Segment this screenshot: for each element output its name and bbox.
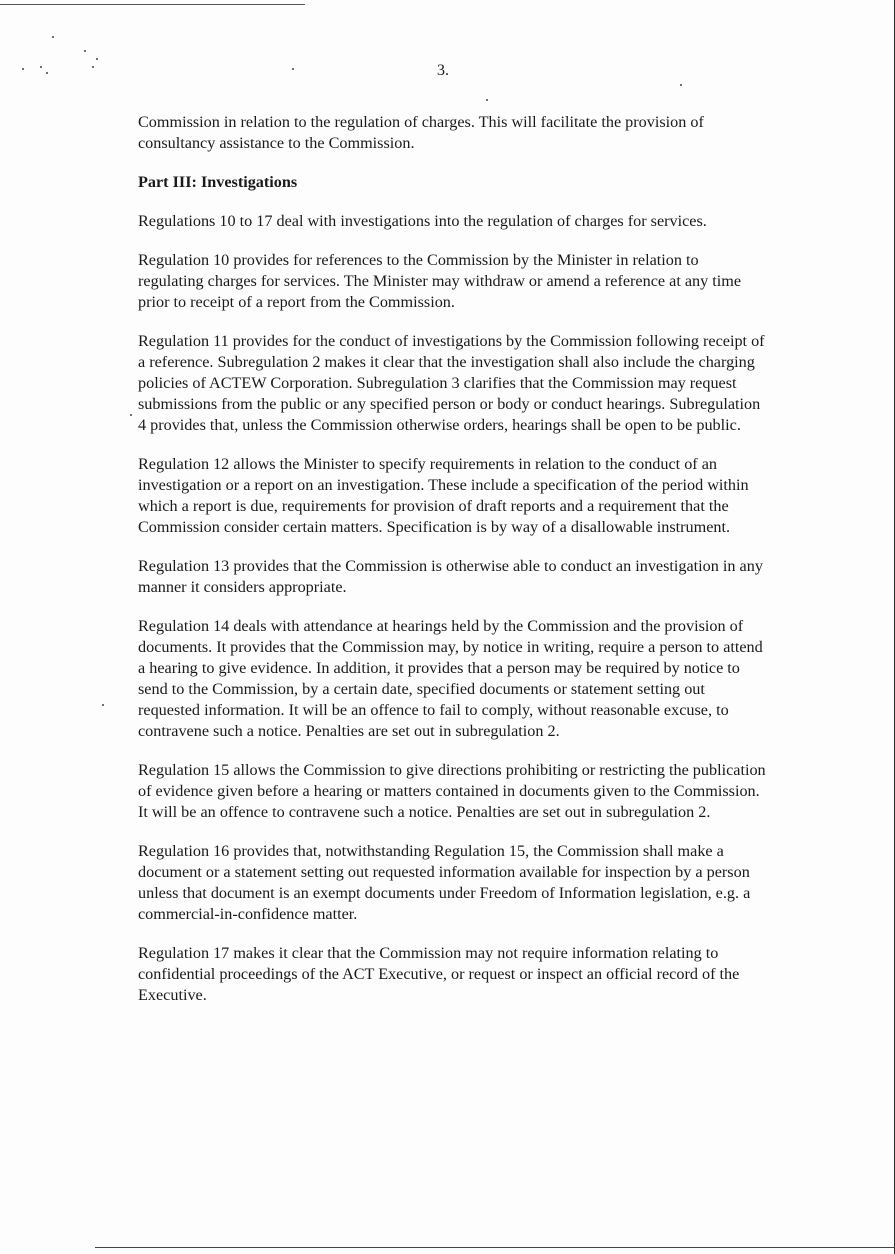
scan-edge-line	[95, 1247, 895, 1248]
scan-speck	[84, 50, 86, 52]
paragraph-regulation-10: Regulation 10 provides for references to the Commission by the Minister in relation to regulating charges for services. The Minister may withdraw or amend a reference at any time prior to receipt of a report from the Commission.	[138, 251, 742, 311]
scan-speck	[46, 72, 48, 74]
paragraph-regulations-overview: Regulations 10 to 17 deal with investigations into the regulation of charges for services.	[138, 212, 707, 230]
scan-speck	[52, 36, 54, 38]
scan-edge-line	[0, 4, 305, 5]
scan-speck	[130, 414, 132, 416]
paragraph-regulation-15: Regulation 15 allows the Commission to give directions prohibiting or restricting the publication of evidence given before a hearing or matters contained in documents given to the Commission. It will be an offence to contravene such a notice. Penalties are set out in subregulation 2.	[138, 761, 766, 821]
scan-speck	[292, 68, 294, 70]
paragraph-regulation-13: Regulation 13 provides that the Commission is otherwise able to conduct an investigation in any manner it considers appropriate.	[138, 557, 763, 596]
paragraph-regulation-11: Regulation 11 provides for the conduct of investigations by the Commission following receipt of a reference. Subregulation 2 makes it clear that the investigation shall also include the charging policies of ACTEW Corporation. Subregulation 3 clarifies that the Commission may request submissions from the public or any specified person or body or conduct hearings. Subregulation 4 provides that, unless the Commission otherwise orders, hearings shall be open to be public.	[138, 332, 765, 434]
document-body	[138, 112, 768, 1024]
scan-speck	[680, 84, 682, 86]
intro-paragraph: Commission in relation to the regulation of charges. This will facilitate the provision of consultancy assistance to the Commission.	[138, 113, 704, 152]
paragraph-regulation-16: Regulation 16 provides that, notwithstanding Regulation 15, the Commission shall make a document or a statement setting out requested information available for inspection by a person unless that document is an exempt documents under Freedom of Information legislation, e.g. a commercial-in-confidence matter.	[138, 842, 751, 923]
scan-speck	[102, 704, 104, 706]
scan-speck	[22, 68, 24, 70]
scan-speck	[486, 99, 488, 101]
scan-speck	[40, 66, 42, 68]
scan-speck	[92, 66, 94, 68]
paragraph-regulation-12: Regulation 12 allows the Minister to specify requirements in relation to the conduct of an investigation or a report on an investigation. These include a specification of the period within which a report is due, requirements for provision of draft reports and a requirement that the Commission consider certain matters. Specification is by way of a disallowable instrument.	[138, 455, 749, 536]
paragraph-regulation-17: Regulation 17 makes it clear that the Commission may not require information relating to confidential proceedings of the ACT Executive, or request or inspect an official record of the Executive.	[138, 944, 740, 1004]
page-number: 3.	[437, 62, 449, 79]
paragraph-regulation-14: Regulation 14 deals with attendance at hearings held by the Commission and the provision of documents. It provides that the Commission may, by notice in writing, require a person to attend a hearing to give evidence. In addition, it provides that a person may be required by notice to send to the Commission, by a certain date, specified documents or statement setting out requested information. It will be an offence to fail to comply, without reasonable excuse, to contravene such a notice. Penalties are set out in subregulation 2.	[138, 617, 763, 740]
scan-speck	[96, 58, 98, 60]
section-heading: Part III: Investigations	[138, 173, 298, 191]
